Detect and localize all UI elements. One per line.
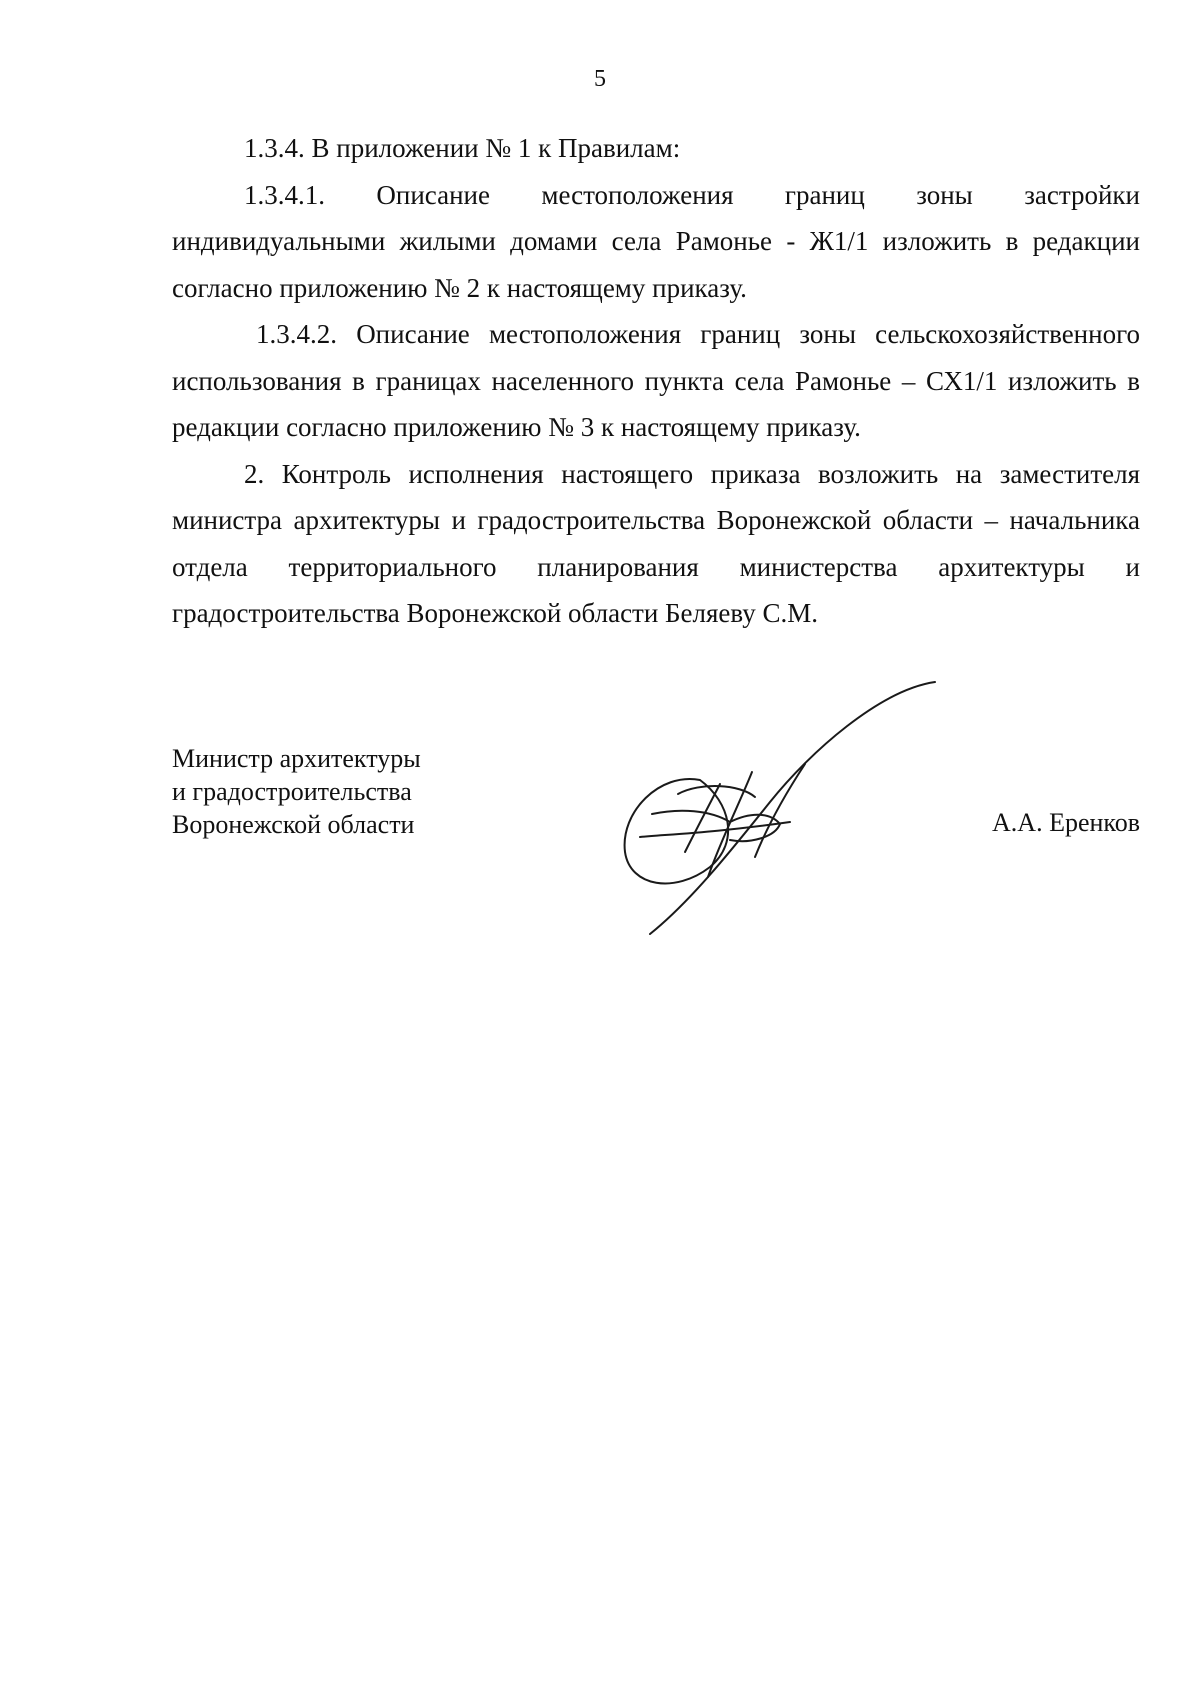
paragraph-2: 2. Контроль исполнения настоящего приказа возложить на заместителя министра архитектуры и градостроительства Воронежской области – начальника отдела территориального планирования министерства архитектуры и градостроительства Воронежской области Беляеву С.М. xyxy=(172,458,1140,628)
signatory-title-line-3: Воронежской области xyxy=(172,810,415,839)
paragraph-1-3-4-1-first-line: 1.3.4.1. Описание местоположения границ зоны застройки xyxy=(244,179,1140,210)
signatory-title-line-2: и градостроительства xyxy=(172,777,412,806)
document-body xyxy=(172,125,1140,637)
page-number: 5 xyxy=(594,66,606,92)
handwritten-signature xyxy=(580,672,960,962)
paragraph-1-3-4-1-continuation: индивидуальными жилыми домами села Рамонье - Ж1/1 изложить в редакции согласно приложению № 2 к настоящему приказу. xyxy=(172,226,1140,303)
paragraph-1-3-4: 1.3.4. В приложении № 1 к Правилам: xyxy=(244,133,681,163)
signatory-title-line-1: Министр архитектуры xyxy=(172,744,421,773)
signatory-name: А.А. Еренков xyxy=(992,808,1140,837)
paragraph-1-3-4-2: 1.3.4.2. Описание местоположения границ зоны сельскохозяйственного использования в границах населенного пункта села Рамонье – СХ1/1 изложить в редакции согласно приложению № 3 к настоящему приказу. xyxy=(172,319,1140,442)
signatory-title xyxy=(172,742,421,841)
